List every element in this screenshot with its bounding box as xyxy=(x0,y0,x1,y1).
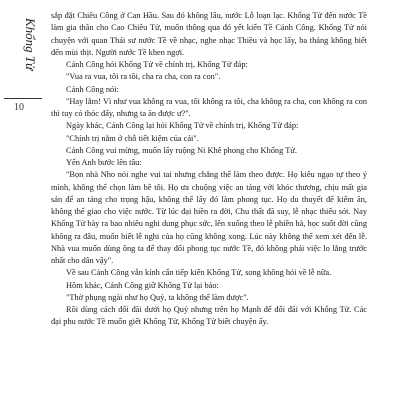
body-text xyxy=(51,10,367,329)
paragraph: Hôm khác, Cảnh Công giữ Khổng Tử lại bảo: xyxy=(66,280,219,290)
page-margin xyxy=(4,8,40,128)
paragraph: "Hay lắm! Vì như vua không ra vua, tôi không ra tôi, cha không ra cha, con không ra con thì tuy có thóc đấy, nhưng ta ăn được ư?". xyxy=(51,96,367,118)
paragraph: Ngày khác, Cảnh Công lại hỏi Khổng Tử về chính trị, Khổng Tử đáp: xyxy=(66,121,299,131)
paragraph: Rồi dùng cách đối đãi dưới họ Quý nhưng trên họ Mạnh để đối đãi với Khổng Tử. Các đại phu nước Tề muốn giết Khổng Tử, Khổng Tử biết chuyện ấy. xyxy=(51,305,367,327)
paragraph: Yến Anh bước lên tâu: xyxy=(66,158,142,167)
paragraph: "Thờ phụng ngài như họ Quý, ta không thể làm được". xyxy=(66,292,249,302)
chapter-title: Khổng Tử xyxy=(23,18,38,71)
paragraph: Cảnh Công vui mừng, muốn lấy ruộng Ni Khê phong cho Khổng Tử. xyxy=(66,145,297,155)
paragraph: "Vua ra vua, tôi ra tôi, cha ra cha, con ra con". xyxy=(66,72,221,82)
paragraph: sắp đặt Chiêu Công ở Can Hầu. Sau đó không lâu, nước Lỗ loạn lạc. Khổng Tử đến nước Tề làm gia thần cho Cao Chiêu Tử, muốn thông qua đó yết kiến Tề Cảnh Công. Khổng Tử nói chuyện với quan Thái sư nước Tề về nhạc, nghe nhạc Thiều và học lấy, ba tháng không biết đến mùi thịt. Người nước Tề khen ngợi. xyxy=(51,11,367,57)
paragraph: Cảnh Công nói: xyxy=(66,84,119,94)
paragraph: Về sau Cảnh Công vẫn kính cẩn tiếp kiến Khổng Tử, song không hỏi về lễ nữa. xyxy=(66,268,332,278)
page-number: 10 xyxy=(14,102,24,113)
margin-rule xyxy=(4,98,42,99)
paragraph: "Bọn nhà Nho nói nghe vui tai nhưng chẳng thể làm theo được. Họ kiêu ngạo tự theo ý mình, không thể chọn làm bề tôi. Họ ưa chuộng việc an táng với khóc thương, chịu mất gia sản để an táng cho trọng hậu, không thể lấy đó làm phong tục. Họ du thuyết để kiếm ăn, không thể giao cho việc nước. Từ lúc đại hiền ra đời, Chu thất đã suy, lễ nhạc thiếu sót. Nay Khổng Tử bày ra bao nhiêu nghi dung phục sức, lên xuống theo lễ phiền hà, học suốt đời cũng không ra đâu, muốn biết lễ nghi của họ cũng không xong. Lúc này không thể xem xét đến lễ. Nhà vua muốn dùng ông ta để thay đổi phong tục nước Tề, đó không phải việc lo lắng trước nhất cho dân vậy". xyxy=(51,170,367,265)
chapter-title-calligraphy xyxy=(10,14,38,84)
paragraph: "Chính trị nằm ở chỗ tiết kiệm của cải". xyxy=(66,133,199,143)
paragraph: Cảnh Công hỏi Khổng Tử về chính trị, Khổng Tử đáp: xyxy=(66,60,248,69)
